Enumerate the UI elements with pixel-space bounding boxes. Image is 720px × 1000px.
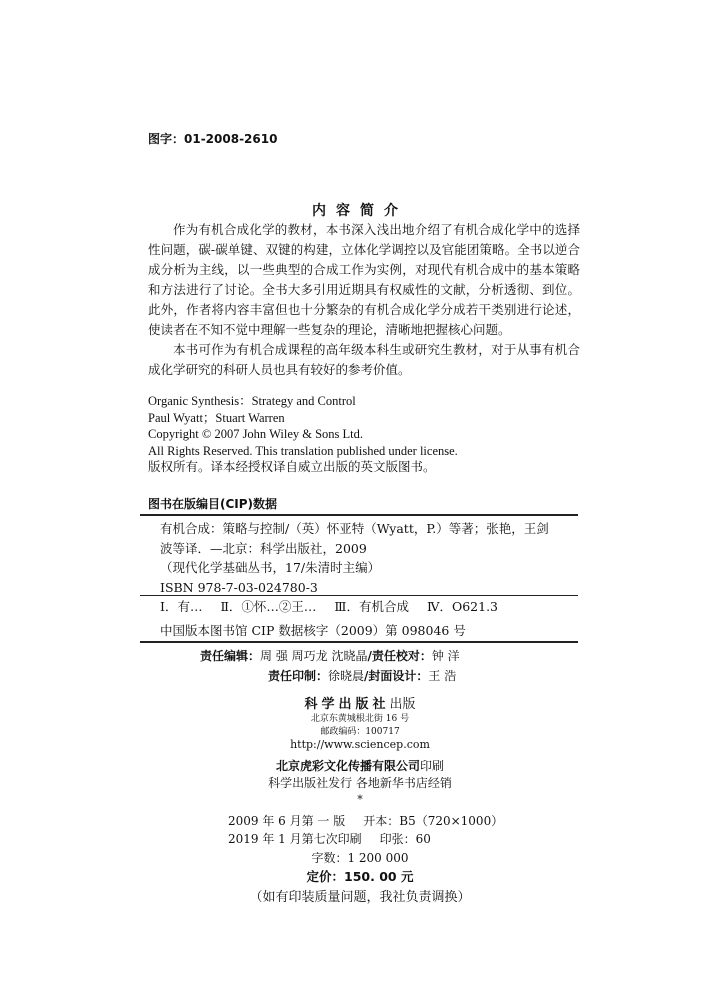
cover-design-name: 王 浩 [428,669,457,683]
cip-bottom-rule [140,641,578,643]
printer-suffix: 印刷 [420,759,445,773]
cip-entry [160,519,578,597]
classification-item: Ⅰ．有… [160,599,203,614]
classification-item: Ⅱ．①怀…②王… [220,599,317,614]
rights-line-cn: 版权所有。译本经授权译自威立出版的英文版图书。 [148,459,436,474]
classification-item: Ⅳ．O621.3 [426,599,498,614]
word-count: 字数：1 200 000 [311,851,409,865]
cip-title: 图书在版编目(CIP)数据 [148,497,278,511]
proofreader-name: 钟 洋 [431,649,460,663]
quality-notice: （如有印装质量问题，我社负责调换） [249,890,471,905]
cover-design-label: /封面设计： [364,669,429,683]
production-label: 责任印制： [268,669,329,683]
classification-item: Ⅲ．有机合成 [334,599,409,614]
rights-line: All Rights Reserved. This translation published under license. [148,443,458,458]
registration-number: 图字：01-2008-2610 [148,132,278,146]
proofreader-label: /责任校对： [367,649,432,663]
editor-names: 周 强 周巧龙 沈晓晶 [260,649,368,663]
original-authors: Paul Wyatt；Stuart Warren [148,410,285,425]
cip-line: ISBN 978-7-03-024780-3 [160,579,318,595]
editor-label: 责任编辑： [200,649,261,663]
printer-name: 北京虎彩文化传播有限公司 [275,759,420,773]
copyright-line: Copyright © 2007 John Wiley & Sons Ltd. [148,427,364,441]
production-name: 徐晓晨 [328,669,365,683]
impression: 2019 年 1 月第七次印刷 [228,832,362,846]
cip-record-number: 中国版本图书馆 CIP 数据核字（2009）第 098046 号 [160,623,466,638]
cip-line: （现代化学基础丛书，17/朱清时主编） [160,560,381,575]
book-format: 开本：B5（720×1000） [363,814,504,828]
cip-top-rule [140,514,578,516]
publisher-postcode: 邮政编码：100717 [320,727,400,737]
original-title: Organic Synthesis：Strategy and Control [148,394,356,408]
first-edition: 2009 年 6 月第 一 版 [228,814,346,828]
credits-line-1 [200,647,460,664]
cip-middle-rule [140,595,578,596]
publisher-website: http://www.sciencep.com [290,738,430,751]
publisher-line [0,693,720,712]
introduction-paragraph: 作为有机合成化学的教材，本书深入浅出地介绍了有机合成化学中的选择性问题，碳-碳单键、双键的构建，立体化学调控以及官能团策略。全书以逆合成分析为主线，以一些典型的合成工作为实例，对现代有机合成中的基本策略和方法进行了讨论。全书大多引用近期具有权威性的文献，分析透彻、到位。此外，作者将内容丰富但也十分繁杂的有机合成化学分成若干类别进行论述，使读者在不知不觉中理解一些复杂的理论，清晰地把握核心问题。 [148,222,580,337]
publisher-name: 科学出版社 [304,697,390,712]
publisher-address: 北京东黄城根北街 16 号 [310,714,410,724]
introduction-body [148,220,580,380]
publisher-suffix: 出版 [389,697,416,712]
price: 定价：150. 00 元 [306,869,414,884]
introduction-title: 内容简介 [312,203,408,219]
cip-line: 波等译．—北京：科学出版社，2009 [160,540,367,556]
edition-line [228,812,503,829]
separator-asterisk: * [357,793,363,806]
printed-sheets: 印张：60 [379,832,431,846]
printer-line [0,755,720,774]
impression-line [228,830,431,847]
introduction-paragraph: 本书可作为有机合成课程的高年级本科生或研究生教材，对于从事有机合成化学研究的科研人员也具有较好的参考价值。 [148,342,580,377]
original-edition-info [148,393,458,476]
distribution-line: 科学出版社发行 各地新华书店经销 [268,776,452,790]
cip-classification [160,597,512,615]
cip-line: 有机合成：策略与控制/（英）怀亚特（Wyatt，P.）等著；张艳，王剑 [160,521,549,536]
credits-line-2 [268,667,456,684]
